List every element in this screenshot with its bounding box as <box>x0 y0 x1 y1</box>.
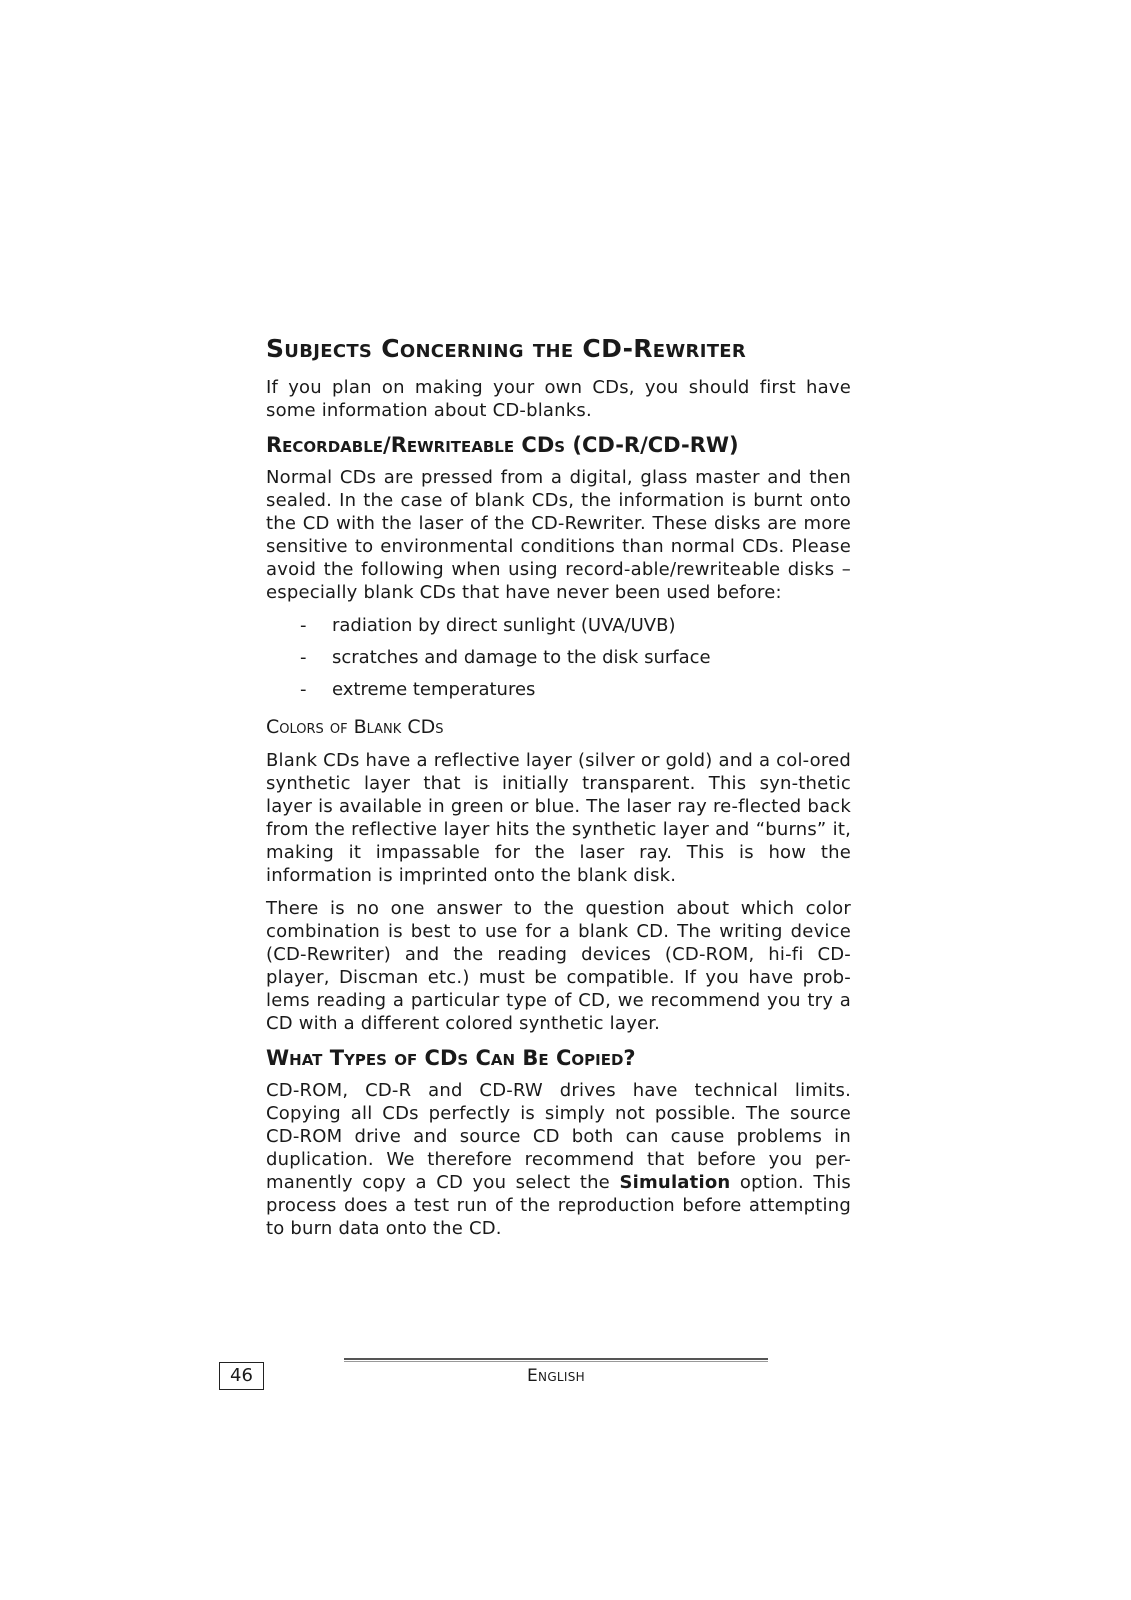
avoid-list <box>266 614 851 701</box>
simulation-term: Simulation <box>619 1172 731 1193</box>
page-number: 46 <box>219 1362 264 1390</box>
list-item-text: scratches and damage to the disk surface <box>332 647 711 668</box>
section2-paragraph-1: Blank CDs have a reflective layer (silver or gold) and a col-ored synthetic layer that is initially transparent. This syn-thetic layer is available in green or blue. The laser ray re-flected back from the reflective layer hits the synthetic layer and “burns” it, making it impassable for the laser ray. This is how the information is imprinted onto the blank disk. <box>266 750 851 886</box>
list-item <box>266 678 851 701</box>
section3-paragraph <box>266 1079 851 1240</box>
list-item <box>266 646 851 669</box>
section1-paragraph: Normal CDs are pressed from a digital, glass master and then sealed. In the case of blank CDs, the information is burnt onto the CD with the laser of the CD-Rewriter. These disks are more sensitive to environmental conditions than normal CDs. Please avoid the following when using record-able/rewriteable disks – especially blank CDs that have never been used before: <box>266 467 851 603</box>
list-item-text: extreme temperatures <box>332 679 536 700</box>
section3-text-after: option. This process does a test run of the reproduction before attempting to burn data onto the CD. <box>266 1172 851 1239</box>
list-item-text: radiation by direct sunlight (UVA/UVB) <box>332 615 676 636</box>
footer-divider <box>344 1358 768 1362</box>
page-content <box>266 334 851 1250</box>
section2-paragraph-2: There is no one answer to the question about which color combination is best to use for a blank CD. The writing device (CD-Rewriter) and the reading devices (CD-ROM, hi-fi CD-player, Discman etc.) must be compatible. If you have prob-lems reading a particular type of CD, we recommend you try a CD with a different colored synthetic layer. <box>266 898 851 1034</box>
section3-text-before: CD-ROM, CD-R and CD-RW drives have technical limits. Copying all CDs perfectly is simply not possible. The source CD-ROM drive and source CD both can cause problems in duplication. We therefore recommend that before you per-manently copy a CD you select the <box>266 1080 851 1193</box>
intro-paragraph: If you plan on making your own CDs, you should first have some information about CD-blanks. <box>266 377 851 421</box>
list-dash: - <box>300 647 307 668</box>
section3-heading: What Types of CDs Can Be Copied? <box>266 1046 636 1070</box>
list-dash: - <box>300 615 307 636</box>
list-dash: - <box>300 679 307 700</box>
footer-language: English <box>527 1366 585 1386</box>
section1-heading: Recordable/Rewriteable CDs (CD-R/CD-RW) <box>266 433 739 457</box>
main-heading: Subjects Concerning the CD-Rewriter <box>266 334 747 363</box>
list-item <box>266 614 851 637</box>
section2-heading: Colors of Blank CDs <box>266 716 444 738</box>
